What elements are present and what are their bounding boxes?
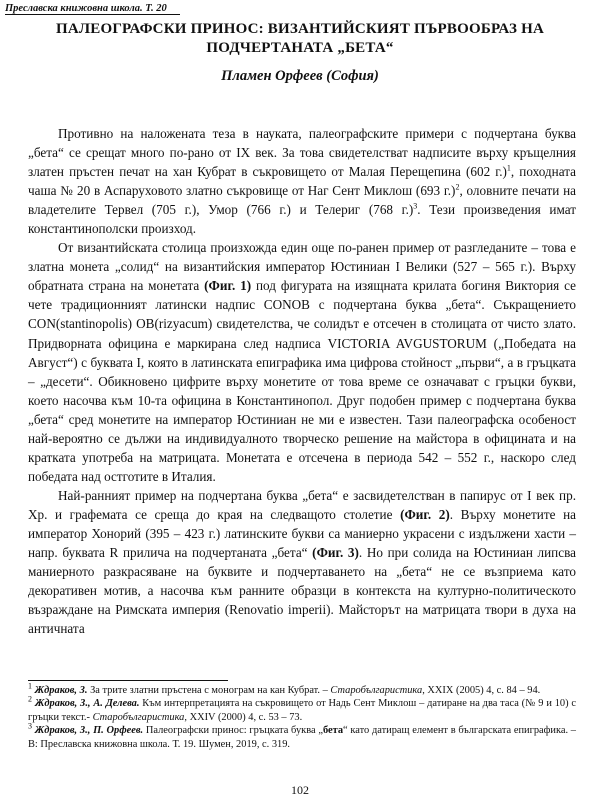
footnote-1-author: Ждраков, З. <box>34 685 88 696</box>
footnote-2-tail: , XXIV (2000) 4, с. 53 – 73. <box>184 711 303 723</box>
paragraph-2-text-a: От византийската столица произхожда един още по-ранен пример от разгледаните – това е златна монета „солид“ на византийския император Юстиниан I Велики (527 – 565 г.). Върху обратната страна на монетата <box>28 240 576 294</box>
figure-ref-3: (Фиг. 3) <box>312 545 359 561</box>
footnote-ref-2: 2 <box>455 182 460 192</box>
footnote-1-source: Старобългаристика <box>330 685 423 696</box>
paragraph-3 <box>28 486 576 638</box>
paragraph-1-text-a: Противно на наложената теза в науката, палеографските примери с подчертана буква „бета“ се срещат много по-рано от IX век. За това свидетелстват надписите върху кръщелния златен пръстен печат на хан Кубрат в съкровището от Малая Перещепина (602 г.) <box>28 126 576 180</box>
footnote-1 <box>28 681 576 697</box>
paragraph-2-text-b: под фигурата на изящната крилата богиня Виктория се чете традиционният латински надпис CONOB с подчертана буква „бета“. Съкращението CON(stantinopolis) OB(rizyacum) свидетелства, че солидът е отсечен в столицата от чисто злато. Придворната официна е маркирана след надписа VICTORIA AVGUSTORUM („Победата на Август“) с буквата I, която в латинската епиграфика има цифрова стойност „първи“, а в гръцката – „десети“. Обикновено цифрите върху монетите от това време се означават с гръцки букви, което насочва към 10-та официна в Константинопол. Друг подобен пример с подчертана буква „бета“ сред монетите на император Юстиниан не ми е известен. Тази палеографска особеност най-вероятно се дължи на индивидуалното творческо решение на майстора в официната и на кратката употреба на матрицата. Монетата е отсечена в периода 542 – 552 г., наскоро след победата над остготите в Италия. <box>28 278 576 484</box>
article-title-line-1: ПАЛЕОГРАФСКИ ПРИНОС: ВИЗАНТИЙСКИЯТ ПЪРВООБРАЗ НА <box>55 21 545 37</box>
footnote-ref-3: 3 <box>413 201 418 211</box>
footnote-2-number: 2 <box>28 694 32 704</box>
paragraph-3-text-c: . Но при солида на Юстиниан липсва маниерното разкрасяване на буквите и подчертаването на „бета“ не се възприема като декоративен мотив, а насочва към ранните образци в контекста на културно-политическото възраждане на Римската империя (Renovatio imperii). Майсторът на матрицата твори в духа на античната <box>28 545 577 637</box>
article-title-line-2: ПОДЧЕРТАНАТА „БЕТА“ <box>206 40 394 56</box>
footnote-1-tail: , XXIX (2005) 4, с. 84 – 94. <box>422 685 541 696</box>
footnote-2-source: Старобългаристика <box>92 711 185 723</box>
running-header-rule <box>5 14 180 15</box>
figure-ref-2: (Фиг. 2) <box>400 506 450 522</box>
article-title <box>0 20 600 58</box>
paragraph-1-text-d: . Тези произведения имат константинополски произход. <box>28 202 576 237</box>
figure-ref-1: (Фиг. 1) <box>204 278 252 294</box>
footnote-2-text: Към интерпретацията на съкровището от Надь Сент Миклош – датиране на два таса (№ 9 и 10) с гръцки текст.- <box>28 698 576 723</box>
article-author: Пламен Орфеев (София) <box>221 68 379 84</box>
running-header: Преславска книжовна школа. Т. 20 <box>5 3 167 14</box>
footnote-2 <box>28 694 576 724</box>
footnote-3-author: Ждраков, З., П. Орфеев. <box>34 725 144 737</box>
paragraph-1-text-c: , оловните печати на владетелите Тервел (705 г.), Умор (766 г.) и Телериг (768 г.) <box>28 183 576 218</box>
paragraph-3-text-b: . Върху монетите на император Хонорий (395 – 423 г.) латинските букви са маниерно украсени с издължени хасти – напр. буквата R прилича на подчертаната „бета“ <box>28 506 576 561</box>
footnote-3-number: 3 <box>28 721 32 731</box>
paragraph-1 <box>28 124 576 238</box>
page-number: 102 <box>291 783 309 797</box>
footnote-3-bold: бета <box>322 725 344 737</box>
paragraph-3-text-a: Най-ранният пример на подчертана буква „бета“ е засвидетелстван в папирус от I век пр. Хр. и графемата се среща до края на следващото столетие <box>28 487 576 522</box>
footnote-3-text: Палеографски принос: гръцката буква „ <box>143 725 323 737</box>
footnote-3-text-2: “ като датиращ елемент в българската епиграфика. – В: Преславска книжовна школа. Т. 19. Шумен, 2019, с. 319. <box>28 725 576 750</box>
footnote-2-author: Ждраков, З., А. Делева. <box>34 698 140 710</box>
article-body <box>28 124 576 638</box>
footnote-separator <box>28 680 228 681</box>
footnotes <box>28 681 576 751</box>
footnote-1-text: За трите златни пръстена с монограм на кан Кубрат. – <box>87 685 331 696</box>
paragraph-2 <box>28 238 576 486</box>
footnote-ref-1: 1 <box>506 163 511 173</box>
paragraph-1-text-b: , походната чаша № 20 в Аспаруховото златно съкровище от Наг Сент Миклош (693 г.) <box>28 164 576 199</box>
footnote-3 <box>28 721 576 751</box>
footnote-1-number: 1 <box>28 681 32 691</box>
